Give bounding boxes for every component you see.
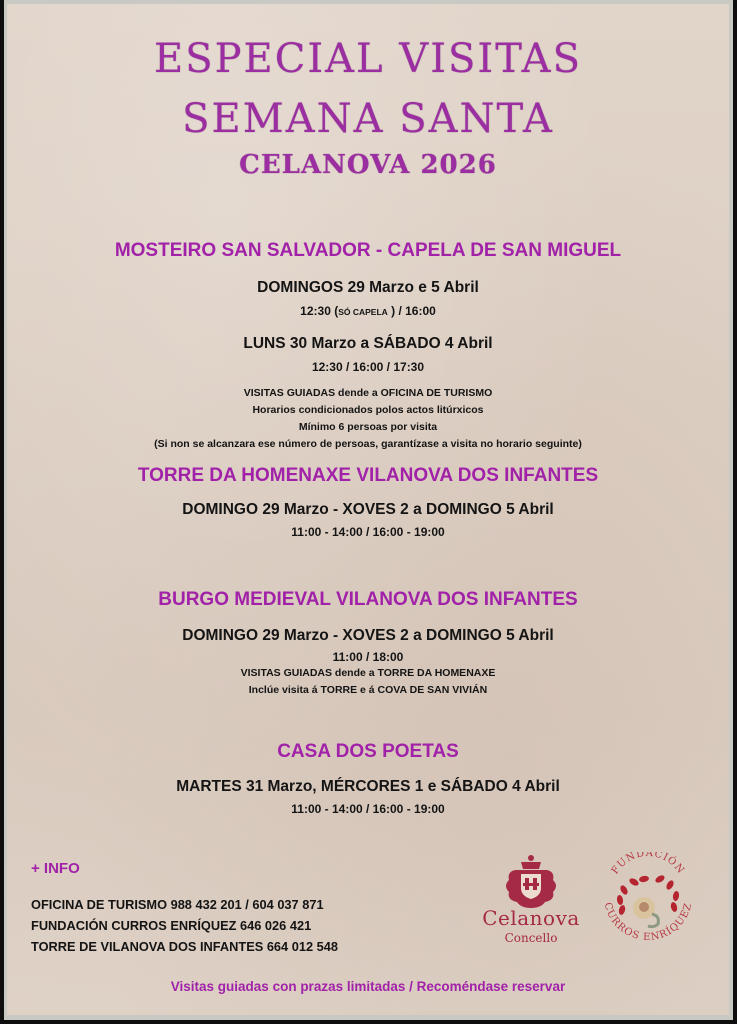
title-line-1: ESPECIAL VISITAS (154, 36, 582, 82)
note: (Si non se alcanzara ese número de persoas, garantízase a visita no horario seguinte) (154, 438, 582, 450)
contact-fundacion: FUNDACIÓN CURROS ENRÍQUEZ 646 026 421 (31, 918, 312, 933)
note: VISITAS GUIADAS dende a OFICINA DE TURISMO (243, 387, 493, 399)
schedule-hours: 12:30 / 16:00 / 17:30 (311, 360, 425, 374)
venue-burgo: BURGO MEDIEVAL VILANOVA DOS INFANTES (158, 589, 578, 610)
laurel-wreath-icon (594, 852, 702, 944)
svg-text:CURROS ENRÍQUEZ: CURROS ENRÍQUEZ (601, 901, 695, 944)
note: Horarios condicionados polos actos litúrxicos (252, 404, 484, 416)
poster-frame (4, 0, 733, 1020)
venue-casa-poetas: CASA DOS POETAS (277, 741, 459, 762)
contact-turismo: OFICINA DE TURISMO 988 432 201 / 604 037 871 (31, 897, 324, 912)
coat-of-arms-icon (473, 852, 589, 908)
schedule-hours: 12:30 (SÓ CAPELA ) / 16:00 (300, 304, 436, 318)
poster (7, 4, 729, 1015)
schedule-dates: DOMINGOS 29 Marzo e 5 Abril (257, 279, 479, 296)
logo-celanova-sub: Concello (504, 931, 558, 945)
venue-mosteiro: MOSTEIRO SAN SALVADOR - CAPELA DE SAN MIGUEL (114, 240, 622, 261)
schedule-hours: 11:00 - 14:00 / 16:00 - 19:00 (291, 802, 445, 816)
footer-note: Visitas guiadas con prazas limitadas / Recoméndase reservar (170, 979, 566, 994)
schedule-hours: 11:00 / 18:00 (332, 650, 404, 664)
info-heading: + INFO (31, 860, 80, 877)
title-line-2: SEMANA SANTA (182, 96, 554, 142)
contact-torre: TORRE DE VILANOVA DOS INFANTES 664 012 548 (31, 939, 338, 954)
logo-concello-celanova (473, 852, 589, 952)
note: Mínimo 6 persoas por visita (298, 421, 438, 433)
subtitle: CELANOVA 2026 (239, 150, 497, 180)
logo-celanova-name: Celanova (482, 906, 580, 930)
schedule-dates: MARTES 31 Marzo, MÉRCORES 1 e SÁBADO 4 Abril (176, 778, 560, 795)
note: VISITAS GUIADAS dende a TORRE DA HOMENAXE (240, 667, 496, 679)
venue-torre: TORRE DA HOMENAXE VILANOVA DOS INFANTES (137, 465, 599, 486)
schedule-dates: DOMINGO 29 Marzo - XOVES 2 a DOMINGO 5 Abril (182, 627, 554, 644)
logo-fundacion-curros-enriquez (594, 852, 702, 944)
schedule-dates: LUNS 30 Marzo a SÁBADO 4 Abril (243, 335, 493, 352)
schedule-hours: 11:00 - 14:00 / 16:00 - 19:00 (291, 525, 445, 539)
schedule-dates: DOMINGO 29 Marzo - XOVES 2 a DOMINGO 5 Abril (182, 501, 554, 518)
svg-text:FUNDACIÓN: FUNDACIÓN (609, 852, 687, 877)
note: Inclúe visita á TORRE e á COVA DE SAN VIVIÁN (248, 684, 488, 696)
contact-list (31, 894, 338, 957)
